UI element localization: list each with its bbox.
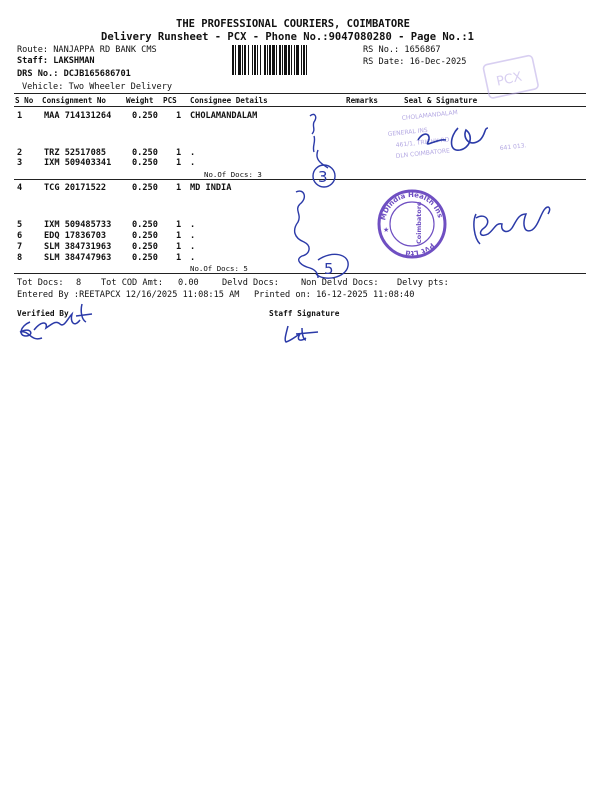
col-sno: S No <box>15 96 34 105</box>
svg-text:MDIndia Health Ins <box>379 191 444 221</box>
row-consignee: . <box>190 158 196 168</box>
row-weight: 0.250 <box>132 183 158 193</box>
row-weight: 0.250 <box>132 253 158 263</box>
row-consignee: CHOLAMANDALAM <box>190 111 258 121</box>
count-value-1: 3 <box>318 168 328 186</box>
svg-text:PCX: PCX <box>495 69 524 90</box>
row-sno: 6 <box>17 231 23 241</box>
delvy-pts-label: Delvy pts: <box>397 278 449 288</box>
col-weight: Weight <box>126 96 154 105</box>
md-india-seal <box>379 191 445 257</box>
tot-cod-label: Tot COD Amt: <box>101 278 164 288</box>
barcode <box>232 45 360 75</box>
row-pcs: 1 <box>176 183 182 193</box>
count-value-2: 5 <box>324 260 334 278</box>
row-consignment: MAA 714131264 <box>44 111 112 121</box>
row-sno: 3 <box>17 158 23 168</box>
seal-city: Coimbatore <box>415 201 423 244</box>
row-consignment: IXM 509403341 <box>44 158 112 168</box>
route-label: Route: NANJAPPA RD BANK CMS <box>17 45 157 55</box>
count-circle-2 <box>316 254 348 278</box>
col-consignee: Consignee Details <box>190 96 268 105</box>
signature-row1 <box>418 128 488 150</box>
row-consignment: IXM 509485733 <box>44 220 112 230</box>
group-docs-count: No.Of Docs: 3 <box>204 170 262 179</box>
row-pcs: 1 <box>176 253 182 263</box>
rs-number: RS No.: 1656867 <box>363 45 441 55</box>
totals-rule <box>14 273 586 274</box>
row-weight: 0.250 <box>132 220 158 230</box>
count-circle-1 <box>313 165 335 187</box>
runsheet-subtitle: Delivery Runsheet - PCX - Phone No.:9047080280 - Page No.:1 <box>101 31 474 43</box>
row-consignment: SLM 384731963 <box>44 242 112 252</box>
row-pcs: 1 <box>176 158 182 168</box>
row-weight: 0.250 <box>132 111 158 121</box>
group-docs-count: No.Of Docs: 5 <box>190 264 248 273</box>
drs-number: DRS No.: DCJB165686701 <box>17 69 131 79</box>
table-header-rule <box>14 106 586 107</box>
svg-text:Pvt Ltd <box>405 241 436 257</box>
row-consignee: . <box>190 148 196 158</box>
row-consignee: . <box>190 242 196 252</box>
col-pcs: PCS <box>163 96 177 105</box>
row-pcs: 1 <box>176 231 182 241</box>
printed-on: Printed on: 16-12-2025 11:08:40 <box>254 290 415 300</box>
col-remarks: Remarks <box>346 96 379 105</box>
tot-docs-value: 8 <box>76 278 82 288</box>
row-consignee: . <box>190 253 196 263</box>
row-pcs: 1 <box>176 220 182 230</box>
col-seal: Seal & Signature <box>404 96 478 105</box>
rs-date: RS Date: 16-Dec-2025 <box>363 57 467 67</box>
row-consignee: . <box>190 220 196 230</box>
chola-stamp-line: CHOLAMANDALAM <box>401 109 459 122</box>
tot-cod-value: 0.00 <box>178 278 199 288</box>
group-rule <box>14 179 586 180</box>
staff-signature <box>285 326 318 342</box>
row-weight: 0.250 <box>132 242 158 252</box>
tot-docs-label: Tot Docs: <box>17 278 64 288</box>
row-consignment: SLM 384747963 <box>44 253 112 263</box>
row-consignment: EDQ 17836703 <box>44 231 107 241</box>
row-consignee: . <box>190 231 196 241</box>
svg-text:★: ★ <box>383 226 390 234</box>
vehicle-label: Vehicle: Two Wheeler Delivery <box>22 82 173 92</box>
row-weight: 0.250 <box>132 148 158 158</box>
chola-stamp-line: DLN COIMBATORE <box>395 147 451 160</box>
staff-label: Staff: LAKSHMAN <box>17 56 95 66</box>
seal-text: MDIndia Health Ins <box>379 190 445 222</box>
row-consignee: MD INDIA <box>190 183 232 193</box>
chola-stamp-line: GENERAL INS <box>387 126 429 138</box>
row-consignment: TCG 20171522 <box>44 183 107 193</box>
entered-by: Entered By :REETAPCX 12/16/2025 11:08:15 AM <box>17 290 240 300</box>
row-sno: 4 <box>17 183 23 193</box>
company-title: THE PROFESSIONAL COURIERS, COIMBATORE <box>176 18 410 30</box>
row-sno: 1 <box>17 111 23 121</box>
col-consignment: Consignment No <box>42 96 107 105</box>
bracket-mark-1 <box>310 114 328 168</box>
row-pcs: 1 <box>176 242 182 252</box>
row-sno: 2 <box>17 148 23 158</box>
row-weight: 0.250 <box>132 231 158 241</box>
verified-by-label: Verified By <box>17 309 69 318</box>
bracket-mark-2 <box>295 191 318 278</box>
chola-stamp-line: 461/1, TRICHY RD <box>395 136 450 149</box>
row-pcs: 1 <box>176 148 182 158</box>
non-delvd-docs-label: Non Delvd Docs: <box>301 278 379 288</box>
staff-signature-label: Staff Signature <box>269 309 340 318</box>
cholamandalam-stamp <box>387 109 526 160</box>
table-top-rule <box>14 93 586 94</box>
row-sno: 8 <box>17 253 23 263</box>
row-consignment: TRZ 52517085 <box>44 148 107 158</box>
delvd-docs-label: Delvd Docs: <box>222 278 279 288</box>
row-pcs: 1 <box>176 111 182 121</box>
chola-stamp-line: 641 013. <box>499 142 527 152</box>
row-weight: 0.250 <box>132 158 158 168</box>
seal-suffix: Pvt Ltd <box>404 241 436 258</box>
row-sno: 7 <box>17 242 23 252</box>
signature-row2 <box>474 207 550 244</box>
row-sno: 5 <box>17 220 23 230</box>
